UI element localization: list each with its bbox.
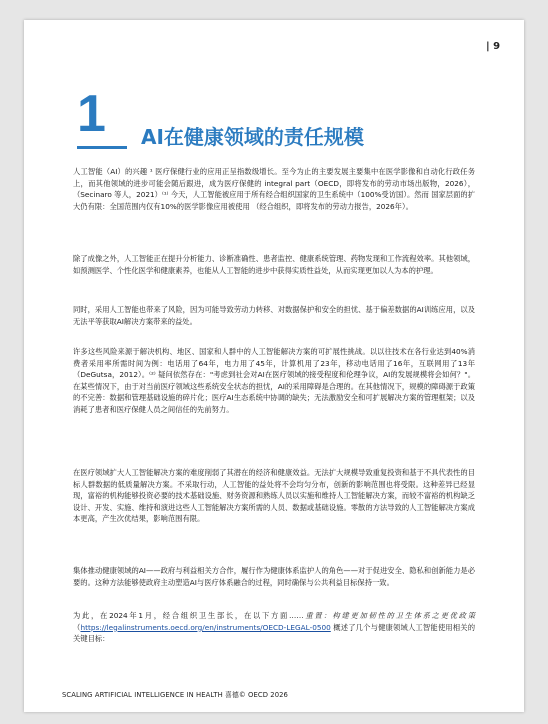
paragraph-paren: （ [73, 622, 81, 632]
paragraph-ai-interest: 人工智能（AI）的兴趣 ¹ 医疗保健行业的应用正呈指数级增长。至今为止的主要发展主要集中在医学影像和自动化行政任务上，而其他领域的进步可能会随后跟进，成为医疗保健的 integral part（OECD，即将发布的劳动市场出版物，2026），（Secinaro 等人，2021）⁽¹⁾ 今天，人工智能被应用于所有经合组织国家的卫生系统中（100%受访国）。然而 国家层面的扩大仍有限：全国范围内仅有10%的医学影像应用被使用 （经合组织，即将发布的劳动力报告，2026年）。 [73, 167, 475, 211]
paragraph-beyond-imaging: 除了成像之外，人工智能正在提升分析能力、诊断准确性、患者监控、健康系统管理、药物发现和工作流程效率。其他领域，如预测医学、个性化医学和健康素养，也能从人工智能的进步中获得实质性益处，从而实现更加以人为本的护理。 [73, 254, 475, 275]
paragraph-risks: 同时，采用人工智能也带来了风险，因为可能导致劳动力转移、对数据保护和安全的担忧、基于偏差数据的AI训练应用，以及无法平等获取AI解决方案带来的益处。 [73, 305, 475, 326]
paragraph-oecd-ministers-lead: 为此，在2024年1月，经合组织卫生部长，在以下方面…… [73, 611, 304, 620]
chapter-number: 1 [77, 85, 106, 143]
paragraph-scalability-challenges: 许多这些风险来源于解决机构、地区、国家和人群中的人工智能解决方案的可扩展性挑战。以以往技术在各行业达到40%消费者采用率所需时间为例：电话用了64年，电力用了45年，计算机用了23年，移动电话用了16年，互联网用了13年（DeGutsa，2012）。⁽²⁾ 疑问依然存在："考虑到社会对AI在医疗领域的接受程度和伦理争议，AI的发展规模将会如何？"。在某些情况下，由于对当前医疗领域这些系统安全状态的担忧，AI的采用障碍是合理的。在其他情况下，规模的障碍源于政策的不完善：数据和管理基础设施的碎片化；医疗AI生态系统中协调的缺失；无法激励安全和可扩展解决方案的管理框架；以及消耗了患者和医疗保健人员之间信任的先前努力。 [73, 347, 475, 414]
chapter-title: AI在健康领域的责任规模 [141, 125, 364, 149]
paragraph-collective-push: 集体推动健康领域的AI——政府与利益相关方合作，履行作为健康体系监护人的角色——对于促进安全、隐私和创新能力是必要的。这种方法能够使政府主动塑造AI与医疗体系融合的过程，同时确保与公共利益目标保持一致。 [73, 566, 475, 587]
page-footer: SCALING ARTIFICIAL INTELLIGENCE IN HEALTH 喜德© OECD 2026 [62, 691, 288, 699]
paragraph-oecd-ministers [73, 610, 475, 645]
chapter-number-underline [77, 146, 127, 149]
paragraph-scaling-difficulty: 在医疗领域扩大人工智能解决方案的难度削弱了其潜在的经济和健康效益。无法扩大规模导致重复投资和基于不具代表性的目标人群数据的低质量解决方案。不采取行动，人工智能的益处将不会均匀分布，创新的影响范围也将受限。这种差异已经显现，富裕的机构能够投资必要的技术基础设施、财务资源和熟练人员以实施和维持人工智能解决方案，而较不富裕的机构缺乏设计、开发、实施、维持和演进这些人工智能解决方案所需的人员、数据或基础设施。零散的方法导致的人工智能解决方案成本更高，产生次优结果，影响范围有限。 [73, 468, 475, 524]
document-page [24, 20, 524, 712]
page-number: | 9 [486, 41, 501, 52]
paragraph-oecd-ministers-tail: 概述了几个与健康领域人工智能使用相关的关键目标： [73, 622, 475, 644]
legal-instruments-link[interactable]: https://legalinstruments.oecd.org/en/instruments/OECD-LEGAL-0500 [80, 622, 331, 632]
policy-title: 重置：构建更加韧性的卫生体系之更优政策 [303, 611, 475, 620]
